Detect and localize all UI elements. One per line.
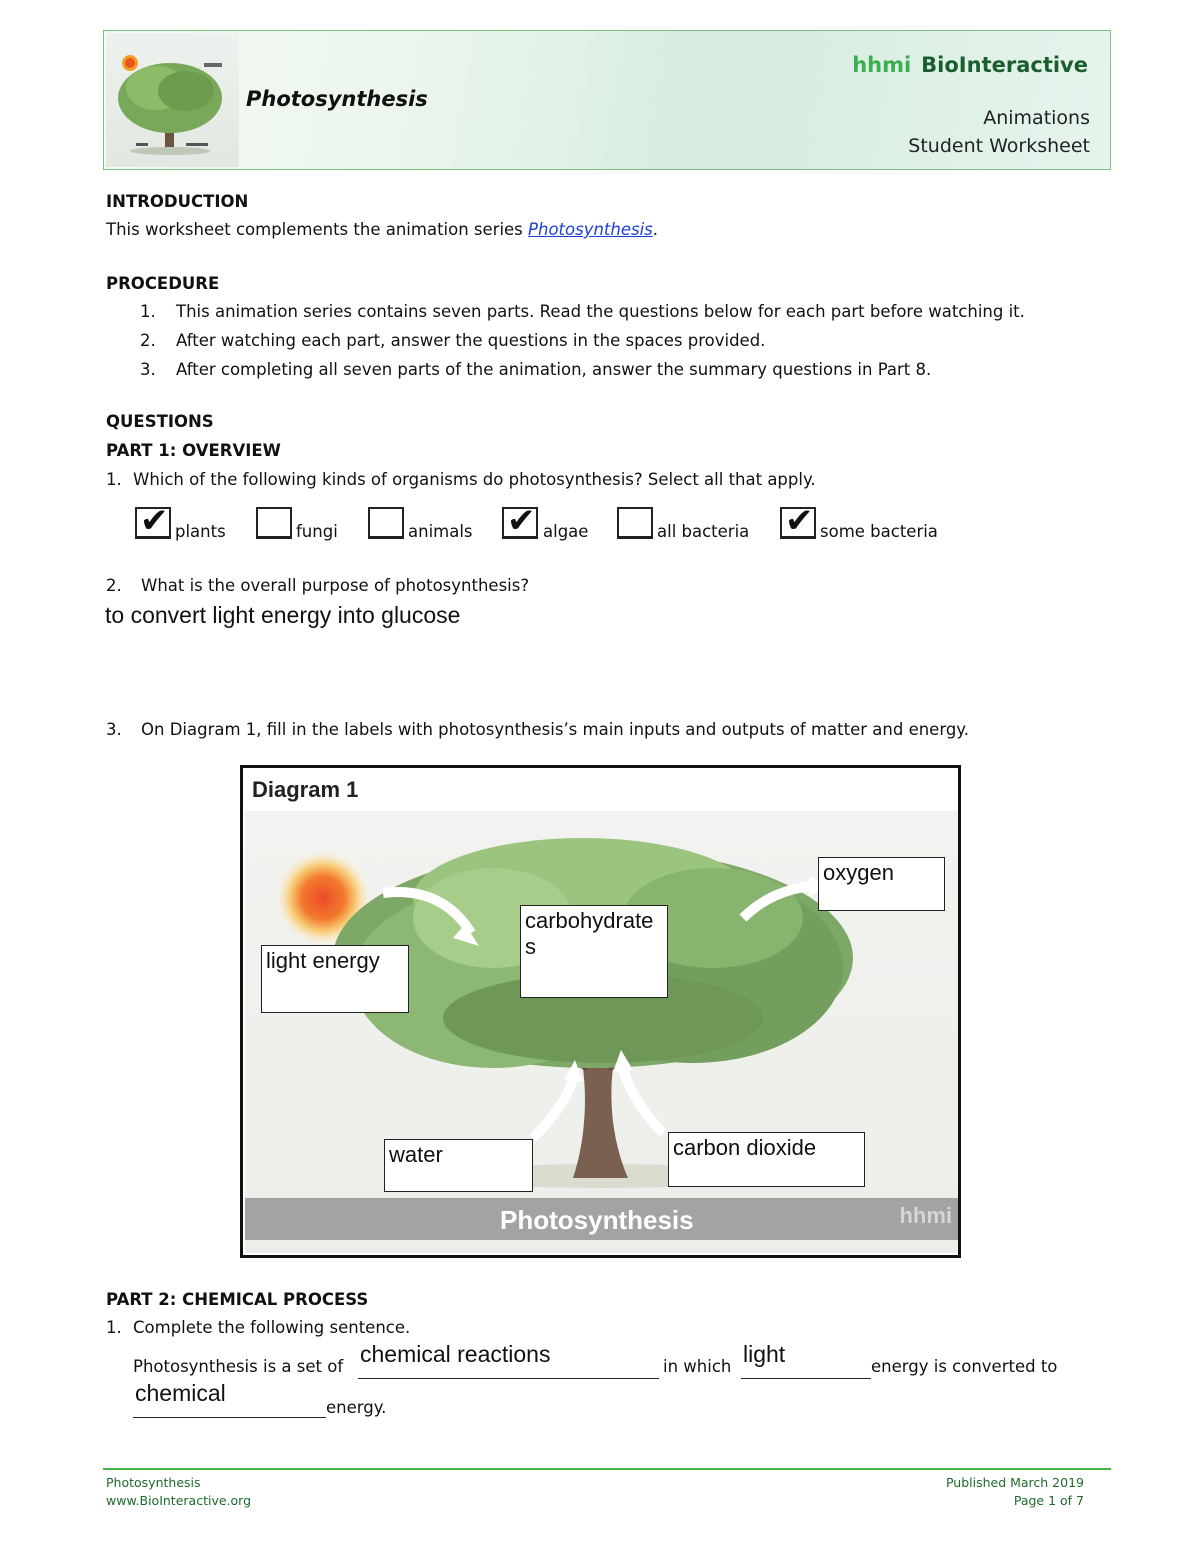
checkmark-icon: ✔ bbox=[140, 501, 169, 541]
procedure-step-number: 1. bbox=[140, 302, 156, 321]
introduction-heading: INTRODUCTION bbox=[106, 192, 249, 211]
diagram-title: Diagram 1 bbox=[252, 777, 359, 802]
procedure-heading: PROCEDURE bbox=[106, 274, 220, 293]
checkbox-all-bacteria[interactable] bbox=[617, 507, 653, 539]
part2-heading: PART 2: CHEMICAL PROCESS bbox=[106, 1290, 369, 1309]
photosynthesis-link[interactable]: Photosynthesis bbox=[528, 220, 653, 239]
sentence-part-1: Photosynthesis is a set of bbox=[133, 1357, 344, 1376]
blank-2-underline bbox=[741, 1378, 871, 1379]
blank-1-answer[interactable]: chemical reactions bbox=[360, 1341, 551, 1367]
blank-2-answer[interactable]: light bbox=[743, 1341, 786, 1367]
question-1-text: Which of the following kinds of organisms do photosynthesis? Select all that apply. bbox=[133, 470, 816, 489]
label-light-energy[interactable]: light energy bbox=[261, 945, 409, 1013]
option-label-animals: animals bbox=[408, 522, 473, 541]
blank-3-answer[interactable]: chemical bbox=[135, 1380, 226, 1406]
question-number: 2. bbox=[106, 576, 122, 595]
tree-thumbnail-image bbox=[106, 33, 239, 167]
header-subtitle-animations: Animations bbox=[983, 107, 1090, 129]
footer-divider bbox=[103, 1468, 1111, 1470]
label-water[interactable]: water bbox=[384, 1139, 533, 1192]
blank-3-underline bbox=[133, 1417, 326, 1418]
option-label-some-bacteria: some bacteria bbox=[820, 522, 938, 541]
procedure-step: After completing all seven parts of the animation, answer the summary questions in Part 8. bbox=[176, 360, 932, 379]
diagram-band-label: Photosynthesis bbox=[500, 1205, 694, 1235]
option-label-algae: algae bbox=[543, 522, 589, 541]
checkbox-algae[interactable] bbox=[502, 501, 538, 541]
hhmi-watermark: hhmi bbox=[899, 1203, 952, 1228]
procedure-step: This animation series contains seven parts. Read the questions below for each part before watching it. bbox=[176, 302, 1025, 321]
document-title: Photosynthesis bbox=[246, 87, 428, 111]
procedure-step: After watching each part, answer the questions in the spaces provided. bbox=[176, 331, 766, 350]
question-2-text: What is the overall purpose of photosynthesis? bbox=[141, 576, 530, 595]
checkbox-fungi[interactable] bbox=[256, 507, 292, 539]
part1-heading: PART 1: OVERVIEW bbox=[106, 441, 281, 460]
checkmark-icon: ✔ bbox=[785, 501, 814, 541]
checkbox-plants[interactable] bbox=[135, 501, 171, 541]
option-label-all-bacteria: all bacteria bbox=[657, 522, 750, 541]
footer-published-date: Published March 2019 bbox=[945, 1475, 1084, 1490]
part2-question-1-text: Complete the following sentence. bbox=[133, 1318, 411, 1337]
question-number: 3. bbox=[106, 720, 122, 739]
hhmi-biointeractive-logo: hhmi BioInteractive bbox=[852, 53, 1088, 77]
label-carbon-dioxide[interactable]: carbon dioxide bbox=[668, 1132, 865, 1187]
footer-page-number: Page 1 of 7 bbox=[1013, 1493, 1084, 1508]
procedure-step-number: 3. bbox=[140, 360, 156, 379]
label-carbohydrates[interactable]: carbohydrates bbox=[520, 905, 668, 998]
footer-website: www.BioInteractive.org bbox=[106, 1493, 252, 1508]
checkmark-icon: ✔ bbox=[507, 501, 536, 541]
label-oxygen[interactable]: oxygen bbox=[818, 857, 945, 911]
sentence-part-4: energy. bbox=[326, 1398, 387, 1417]
sentence-part-3: energy is converted to bbox=[871, 1357, 1058, 1376]
header-subtitle-worksheet: Student Worksheet bbox=[908, 135, 1090, 157]
footer-title: Photosynthesis bbox=[106, 1475, 201, 1490]
introduction-text: This worksheet complements the animation series Photosynthesis. bbox=[106, 220, 659, 239]
question-number: 1. bbox=[106, 1318, 122, 1337]
blank-1-underline bbox=[358, 1378, 659, 1379]
procedure-step-number: 2. bbox=[140, 331, 156, 350]
diagram-1 bbox=[240, 765, 961, 1258]
checkbox-some-bacteria[interactable] bbox=[780, 501, 816, 541]
checkbox-animals[interactable] bbox=[368, 507, 404, 539]
option-label-plants: plants bbox=[175, 522, 226, 541]
sentence-part-2: in which bbox=[663, 1357, 732, 1376]
question-number: 1. bbox=[106, 470, 122, 489]
option-label-fungi: fungi bbox=[296, 522, 338, 541]
question-2-answer[interactable]: to convert light energy into glucose bbox=[105, 602, 461, 628]
questions-heading: QUESTIONS bbox=[106, 412, 214, 431]
question-3-text: On Diagram 1, fill in the labels with photosynthesis’s main inputs and outputs of matter and energy. bbox=[141, 720, 969, 739]
header-banner bbox=[103, 30, 1111, 170]
